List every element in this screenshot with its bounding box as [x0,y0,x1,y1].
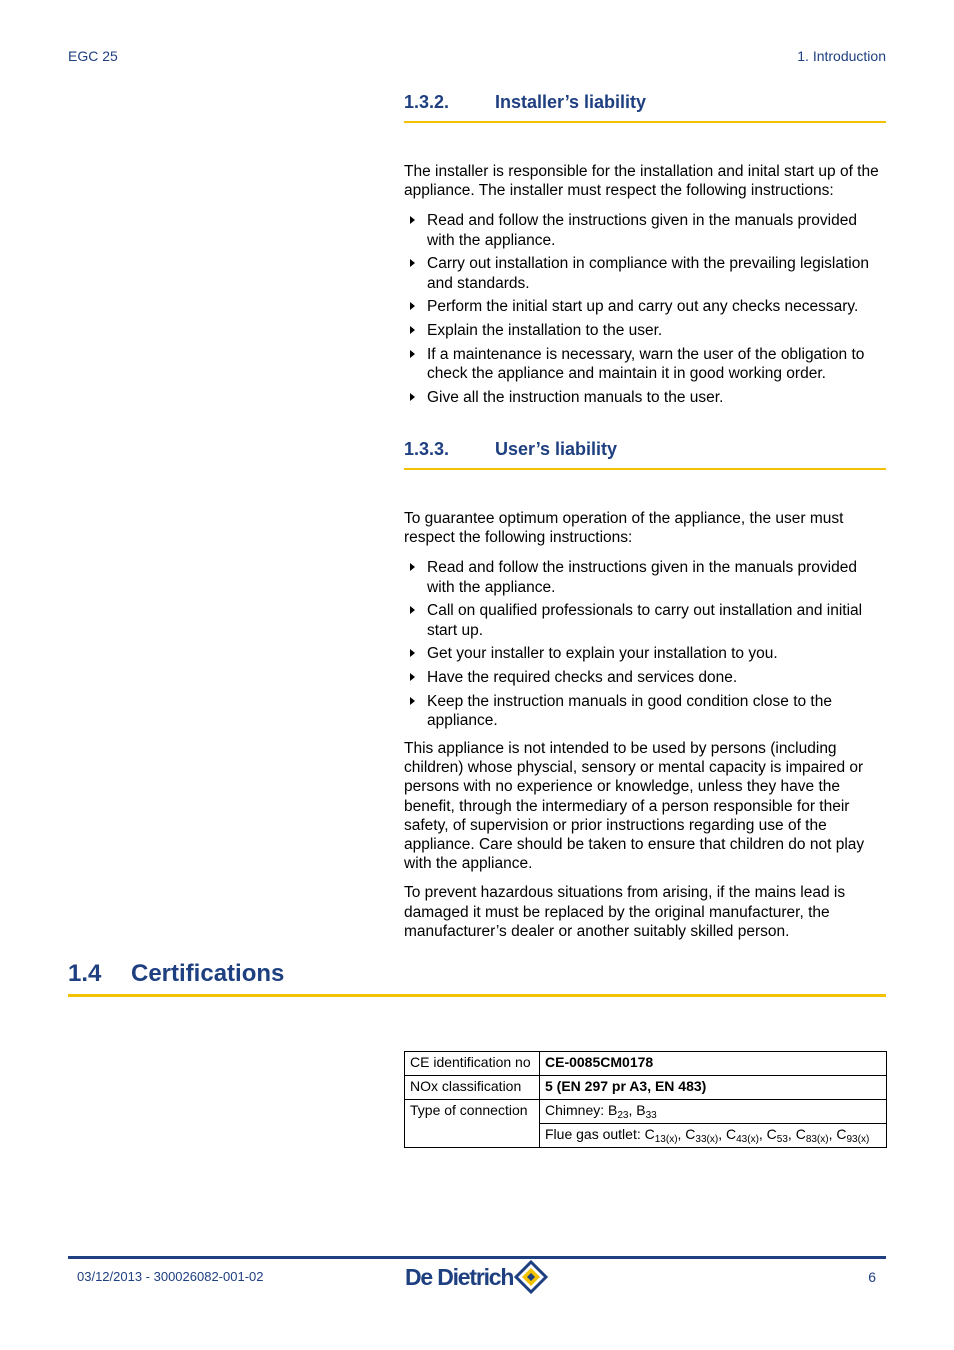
table-value-cell: CE-0085CM0178 [540,1052,887,1076]
section-heading-installer [404,92,886,123]
section-heading-user [404,439,886,470]
user-list [404,558,886,730]
list-item: Read and follow the instructions given in the manuals provided with the appliance. [404,211,886,249]
bullet-arrow-icon [410,326,415,334]
certifications-table [404,1051,887,1148]
section-title: User’s liability [495,439,618,459]
table-row [405,1076,887,1100]
header-doc-title: EGC 25 [68,48,118,64]
chapter-number: 1.4 [68,960,102,987]
bullet-arrow-icon [410,606,415,614]
bullet-arrow-icon [410,302,415,310]
list-item: Get your installer to explain your installation to you. [404,644,886,663]
table-value-cell: Flue gas outlet: $C_{13(x)}$, $C_{33(x)}$, $C_{43(x)}$, $C_{53}$, $C_{83(x)}$, $C_{93(x)}$ [540,1124,887,1148]
list-item: Give all the instruction manuals to the user. [404,388,886,407]
user-section [404,509,886,941]
table-row [405,1052,887,1076]
table-label-cell: CE identification no [405,1052,540,1076]
list-item: Call on qualified professionals to carry out installation and initial start up. [404,601,886,639]
bullet-arrow-icon [410,563,415,571]
table-value-cell: 5 (EN 297 pr A3, EN 483) [540,1076,887,1100]
section-title: Installer’s liability [495,92,647,112]
bullet-arrow-icon [410,673,415,681]
list-item: Keep the instruction manuals in good condition close to the appliance. [404,692,886,730]
page-number: 6 [868,1269,876,1285]
installer-list [404,211,886,406]
installer-intro: The installer is responsible for the installation and inital start up of the appliance. The installer must respect the following instructions: [404,163,879,200]
chapter-title: Certifications [131,960,285,987]
footer-date-ref: 03/12/2013 - 300026082-001-02 [77,1269,264,1284]
list-item: Carry out installation in compliance with the prevailing legislation and standards. [404,254,886,292]
table-value-cell: Chimney: $B_{23}$, $B_{33}$ [540,1100,887,1124]
installer-section [404,162,886,407]
footer-rule [68,1256,886,1259]
bullet-arrow-icon [410,649,415,657]
bullet-arrow-icon [410,350,415,358]
bullet-arrow-icon [410,216,415,224]
list-item: If a maintenance is necessary, warn the user of the obligation to check the appliance and maintain it in good working order. [404,345,886,383]
bullet-arrow-icon [410,259,415,267]
table-row [405,1100,887,1124]
list-item: Read and follow the instructions given in the manuals provided with the appliance. [404,558,886,596]
table-label-cell: NOx classification [405,1076,540,1100]
list-item: Explain the installation to the user. [404,321,886,340]
bullet-arrow-icon [410,393,415,401]
chapter-heading-certifications [68,960,886,997]
header-chapter: 1. Introduction [797,48,886,64]
list-item: Perform the initial start up and carry out any checks necessary. [404,297,886,316]
list-item: Have the required checks and services done. [404,668,886,687]
section-number: 1.3.2. [404,92,450,112]
bullet-arrow-icon [410,697,415,705]
user-safety-paragraph: This appliance is not intended to be used by persons (including children) whose physcial, sensory or mental capacity is impaired or persons with no experience or knowledge, unless they have the benefit, through the intermediary of a person responsible for their safety, of supervision or prior instructions regarding use of the appliance. Care should be taken to ensure that children do not play with the appliance. [404,740,865,873]
user-intro: To guarantee optimum operation of the appliance, the user must respect the following instructions: [404,510,844,547]
brand-logo [405,1260,548,1294]
user-mains-lead-paragraph: To prevent hazardous situations from arising, if the mains lead is damaged it must be replaced by the original manufacturer, the manufacturer’s dealer or another suitably skilled person. [404,884,846,940]
brand-logo-text: De Dietrich [405,1263,514,1290]
brand-diamond-icon [514,1260,548,1294]
section-number: 1.3.3. [404,439,450,459]
table-label-cell: Type of connection [405,1100,540,1148]
